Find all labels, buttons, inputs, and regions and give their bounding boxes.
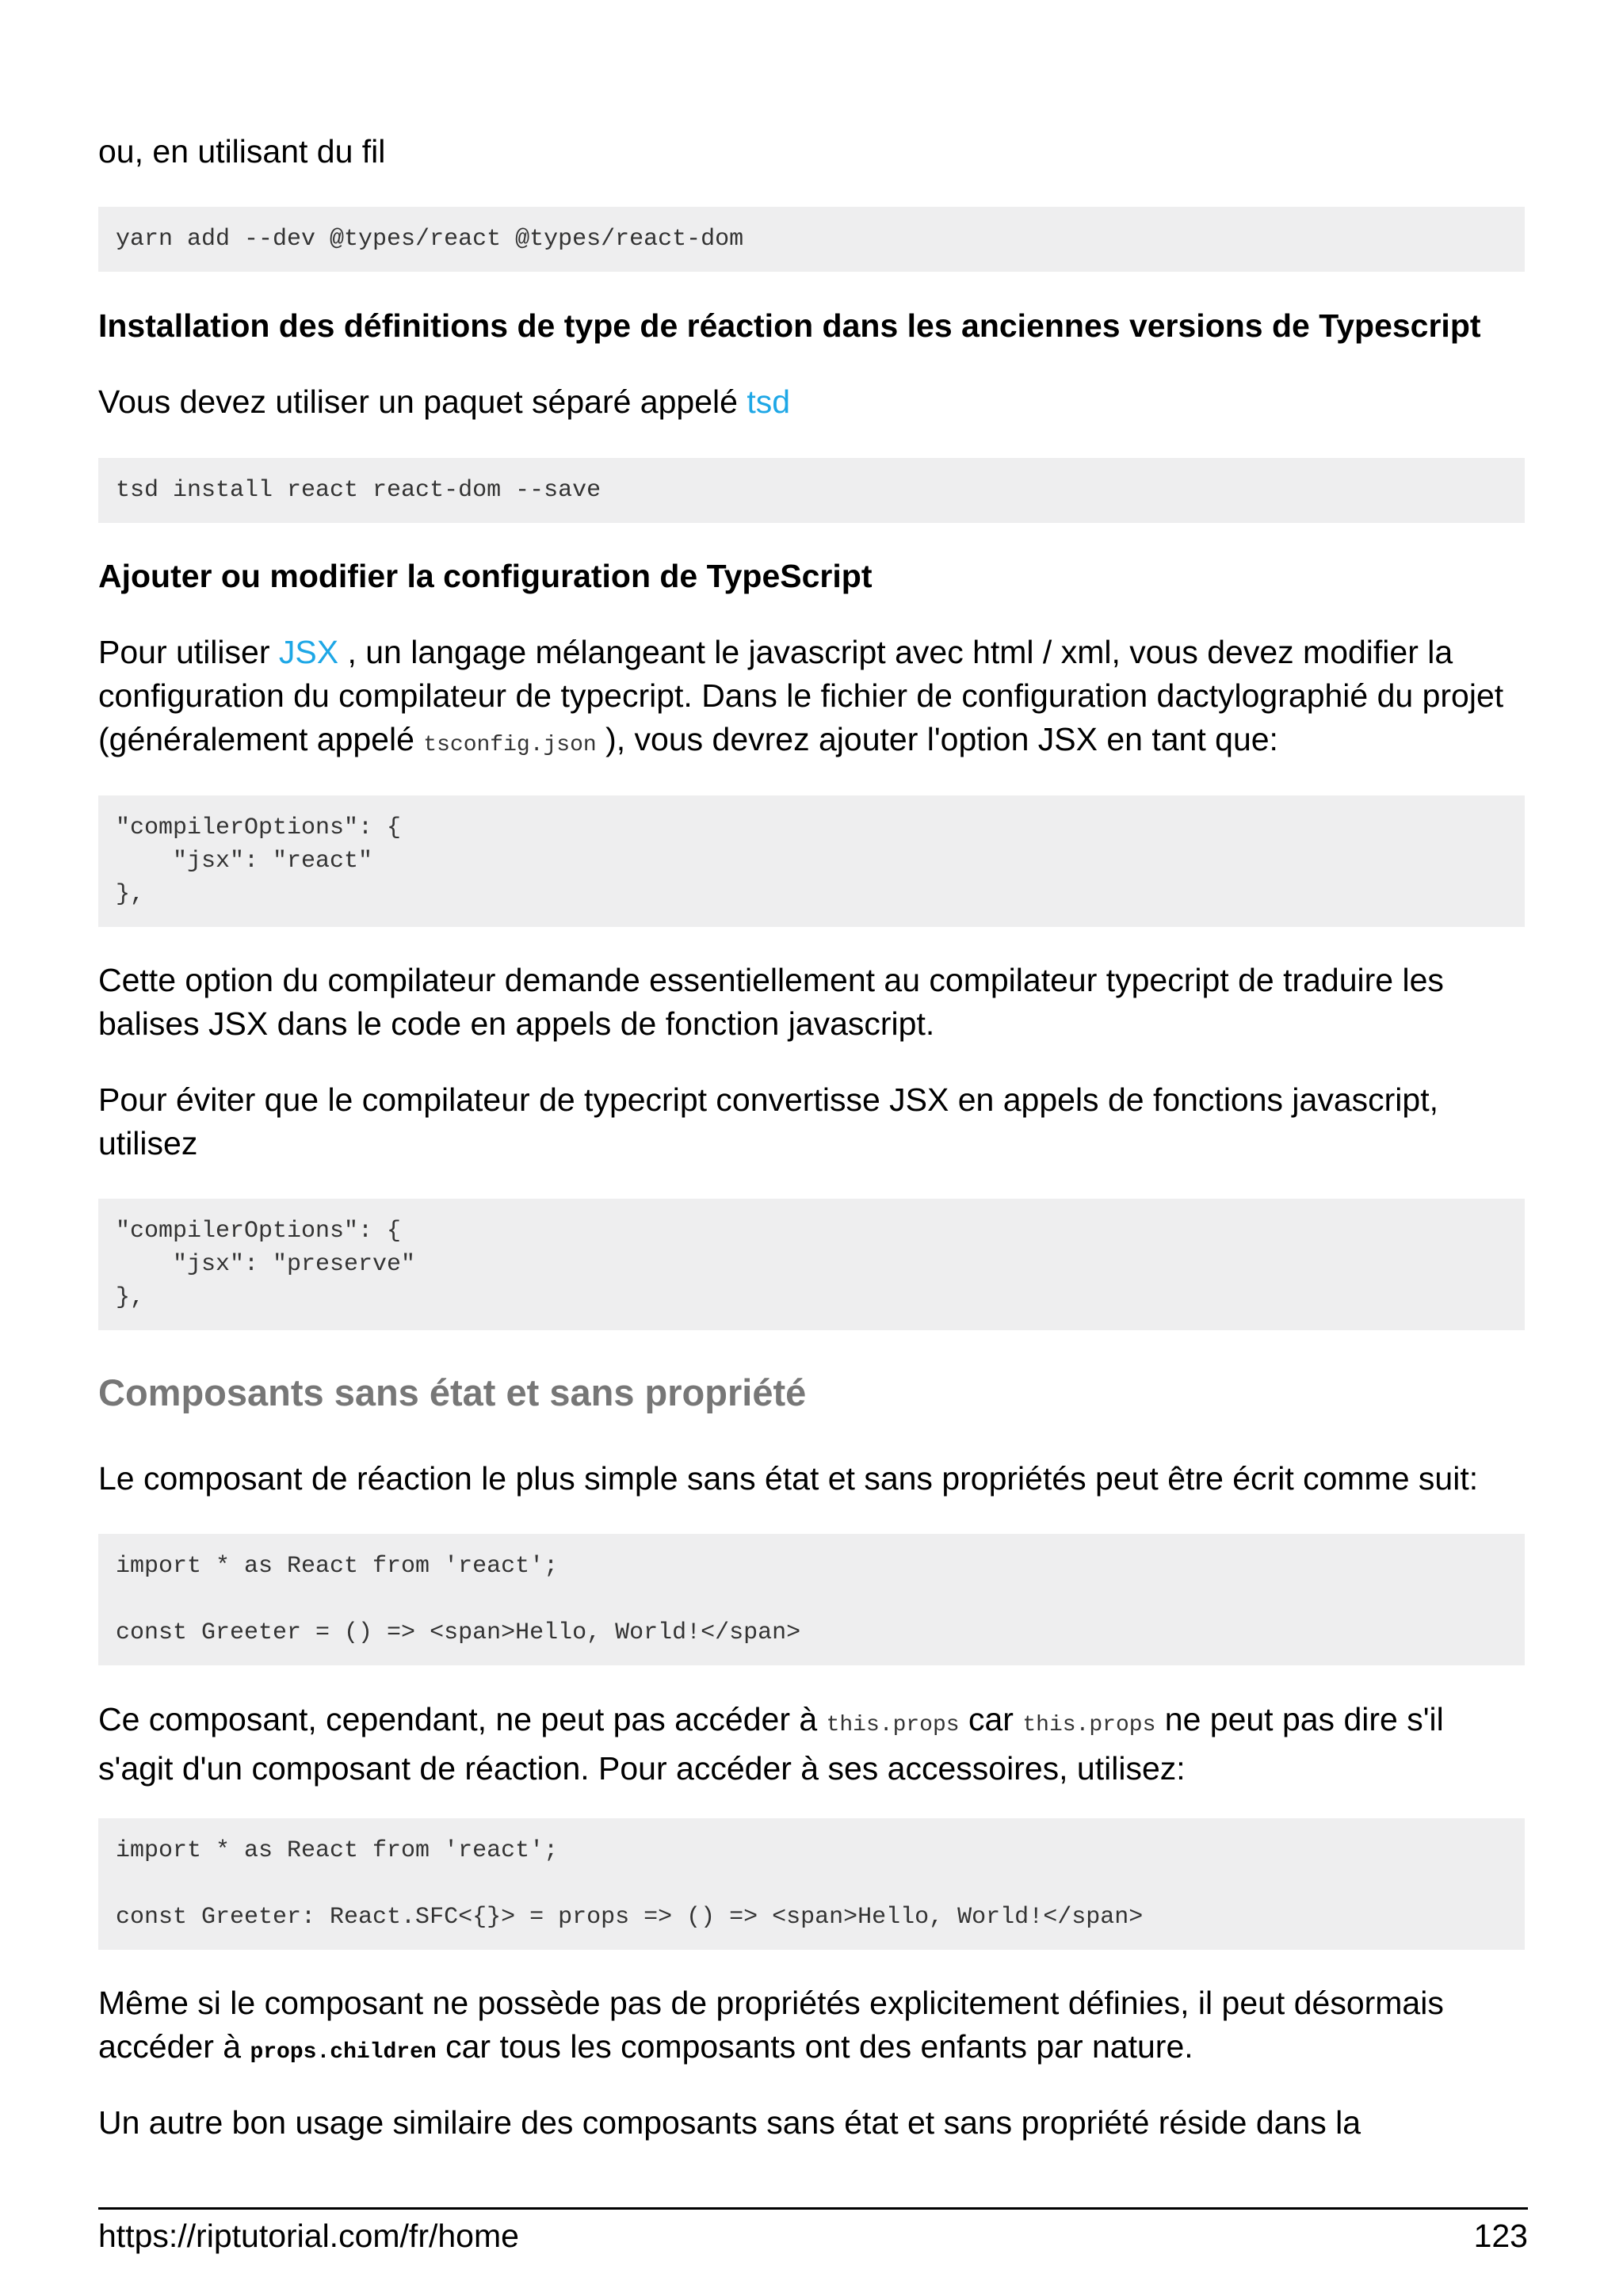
subheading: Installation des définitions de type de réaction dans les anciennes versions de Typescript <box>98 307 1481 344</box>
inline-code: props.children <box>250 2040 437 2065</box>
paragraph <box>98 1981 1525 2074</box>
text: ), vous devrez ajouter l'option JSX en tant que: <box>596 721 1278 757</box>
text: Vous devez utiliser un paquet séparé appelé <box>98 383 747 420</box>
paragraph: Cette option du compilateur demande essentiellement au compilateur typecript de traduire les balises JSX dans le code en appels de fonction javascript. <box>98 962 1444 1042</box>
text: ne peut pas dire s'il s'agit d'un composant de réaction. Pour accéder à ses accessoires, utilisez: <box>98 1701 1444 1787</box>
jsx-link[interactable]: JSX <box>278 634 339 670</box>
footer-url[interactable]: https://riptutorial.com/fr/home <box>98 2218 519 2254</box>
code-block-greeter-sfc: import * as React from 'react'; const Greeter: React.SFC<{}> = props => () => <span>Hello, World!</span> <box>98 1818 1525 1950</box>
text: Ce composant, cependant, ne peut pas accéder à <box>98 1701 827 1737</box>
tsd-link[interactable]: tsd <box>747 383 791 420</box>
page-number: 123 <box>1473 2218 1528 2254</box>
text: Pour utiliser <box>98 634 279 670</box>
code-block-tsd: tsd install react react-dom --save <box>98 458 1525 523</box>
paragraph: Un autre bon usage similaire des composants sans état et sans propriété réside dans la <box>98 2104 1361 2141</box>
code-block-jsx-react: "compilerOptions": { "jsx": "react" }, <box>98 795 1525 927</box>
text: car <box>959 1701 1023 1737</box>
paragraph: ou, en utilisant du fil <box>98 133 386 170</box>
subheading: Ajouter ou modifier la configuration de TypeScript <box>98 558 873 594</box>
inline-code: tsconfig.json <box>423 733 597 757</box>
paragraph: Le composant de réaction le plus simple sans état et sans propriétés peut être écrit comme suit: <box>98 1460 1479 1497</box>
paragraph <box>98 380 1525 424</box>
text: Même si le composant ne possède pas de propriétés explicitement définies, il peut désormais accéder à <box>98 1985 1444 2065</box>
inline-code: this.props <box>826 1713 960 1737</box>
code-block-jsx-preserve: "compilerOptions": { "jsx": "preserve" }, <box>98 1199 1525 1330</box>
paragraph: Pour éviter que le compilateur de typecript convertisse JSX en appels de fonctions javascript, utilisez <box>98 1081 1438 1161</box>
code-block-yarn: yarn add --dev @types/react @types/react-dom <box>98 207 1525 272</box>
footer-divider <box>98 2207 1528 2210</box>
section-heading: Composants sans état et sans propriété <box>98 1371 807 1413</box>
code-block-greeter: import * as React from 'react'; const Greeter = () => <span>Hello, World!</span> <box>98 1534 1525 1665</box>
text: , un langage mélangeant le javascript avec html / xml, vous devez modifier la configuration du compilateur de typecript. Dans le fichier de configuration dactylographié du projet (généralement appelé <box>98 634 1504 757</box>
paragraph <box>98 1698 1525 1791</box>
paragraph <box>98 631 1525 767</box>
text: car tous les composants ont des enfants par nature. <box>436 2028 1193 2065</box>
inline-code: this.props <box>1022 1713 1156 1737</box>
